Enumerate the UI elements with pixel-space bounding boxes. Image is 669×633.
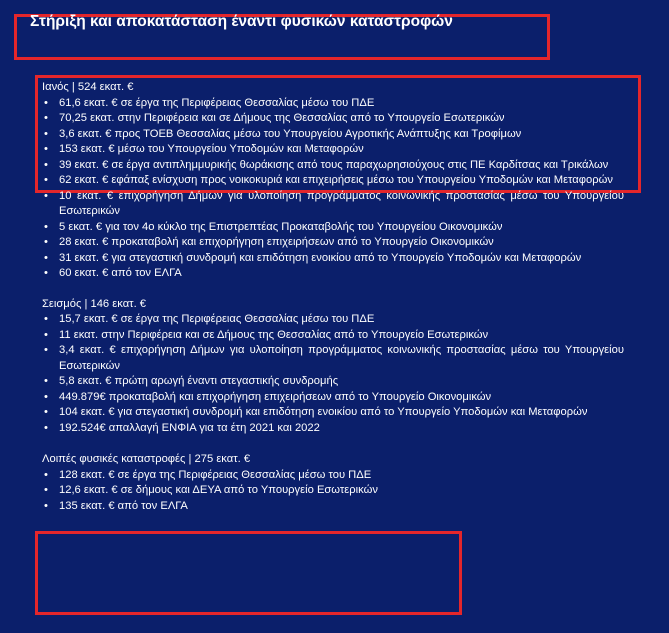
list-item: • 61,6 εκατ. € σε έργα της Περιφέρειας Θεσσαλίας μέσω του ΠΔΕ xyxy=(42,96,624,112)
list-item: • 128 εκατ. € σε έργα της Περιφέρειας Θεσσαλίας μέσω του ΠΔΕ xyxy=(42,468,624,484)
section-heading: Ιανός | 524 εκατ. € xyxy=(42,81,134,93)
highlight-box-other-disasters xyxy=(35,531,462,615)
list-item: • 11 εκατ. στην Περιφέρεια και σε Δήμους της Θεσσαλίας από το Υπουργείο Εσωτερικών xyxy=(42,328,624,344)
section-earthquake xyxy=(42,297,624,437)
section-spacer xyxy=(42,282,624,297)
section-heading: Λοιπές φυσικές καταστροφές | 275 εκατ. € xyxy=(42,453,251,465)
list-item: • 104 εκατ. € για στεγαστική συνδρομή και επιδότηση ενοικίου από το Υπουργείο Υποδομών και Μεταφορών xyxy=(42,405,624,421)
list-item: • 135 εκατ. € από τον ΕΛΓΑ xyxy=(42,499,624,515)
list-item: • 3,4 εκατ. € επιχορήγηση Δήμων για υλοποίηση προγράμματος κοινωνικής προστασίας μέσω του Υπουργείου Εσωτερικών xyxy=(42,343,624,374)
section-heading: Σεισμός | 146 εκατ. € xyxy=(42,297,147,310)
list-item: • 5,8 εκατ. € πρώτη αρωγή έναντι στεγαστικής συνδρομής xyxy=(42,374,624,390)
list-item: • 31 εκατ. € για στεγαστική συνδρομή και επιδότηση ενοικίου από το Υπουργείο Υποδομών και Μεταφορών xyxy=(42,251,624,267)
bullet-list xyxy=(42,468,624,515)
list-item: • 70,25 εκατ. στην Περιφέρεια και σε Δήμους της Θεσσαλίας από το Υπουργείο Εσωτερικών xyxy=(42,111,624,127)
list-item: • 153 εκατ. € μέσω του Υπουργείου Υποδομών και Μεταφορών xyxy=(42,142,624,158)
bullet-list xyxy=(42,312,624,436)
page-title: Στήριξη και αποκατάσταση έναντι φυσικών καταστροφών xyxy=(30,13,453,30)
section-ianos xyxy=(42,80,624,282)
section-spacer xyxy=(42,436,624,452)
list-item: • 5 εκατ. € για τον 4ο κύκλο της Επιστρεπτέας Προκαταβολής του Υπουργείου Οικονομικών xyxy=(42,220,624,236)
list-item: • 10 εκατ. € επιχορήγηση Δήμων για υλοποίηση προγράμματος κοινωνικής προστασίας μέσω του Υπουργείου Εσωτερικών xyxy=(42,189,624,220)
list-item: • 3,6 εκατ. € προς ΤΟΕΒ Θεσσαλίας μέσω του Υπουργείου Αγροτικής Ανάπτυξης και Τροφίμων xyxy=(42,127,624,143)
content xyxy=(42,80,624,514)
list-item: • 449.879€ προκαταβολή και επιχορήγηση επιχειρήσεων από το Υπουργείο Οικονομικών xyxy=(42,390,624,406)
list-item: • 62 εκατ. € εφάπαξ ενίσχυση προς νοικοκυριά και επιχειρήσεις μέσω του Υπουργείου Υποδομών και Μεταφορών xyxy=(42,173,624,189)
list-item: • 15,7 εκατ. € σε έργα της Περιφέρειας Θεσσαλίας μέσω του ΠΔΕ xyxy=(42,312,624,328)
section-other-disasters xyxy=(42,452,624,514)
list-item: • 39 εκατ. € σε έργα αντιπλημμυρικής θωράκισης από τους παραχωρησιούχους στις ΠΕ Καρδίτσας και Τρικάλων xyxy=(42,158,624,174)
list-item: • 192.524€ απαλλαγή ΕΝΦΙΑ για τα έτη 2021 και 2022 xyxy=(42,421,624,437)
list-item: • 60 εκατ. € από τον ΕΛΓΑ xyxy=(42,266,624,282)
list-item: • 28 εκατ. € προκαταβολή και επιχορήγηση επιχειρήσεων από το Υπουργείο Οικονομικών xyxy=(42,235,624,251)
bullet-list xyxy=(42,96,624,282)
list-item: • 12,6 εκατ. € σε δήμους και ΔΕΥΑ από το Υπουργείο Εσωτερικών xyxy=(42,483,624,499)
